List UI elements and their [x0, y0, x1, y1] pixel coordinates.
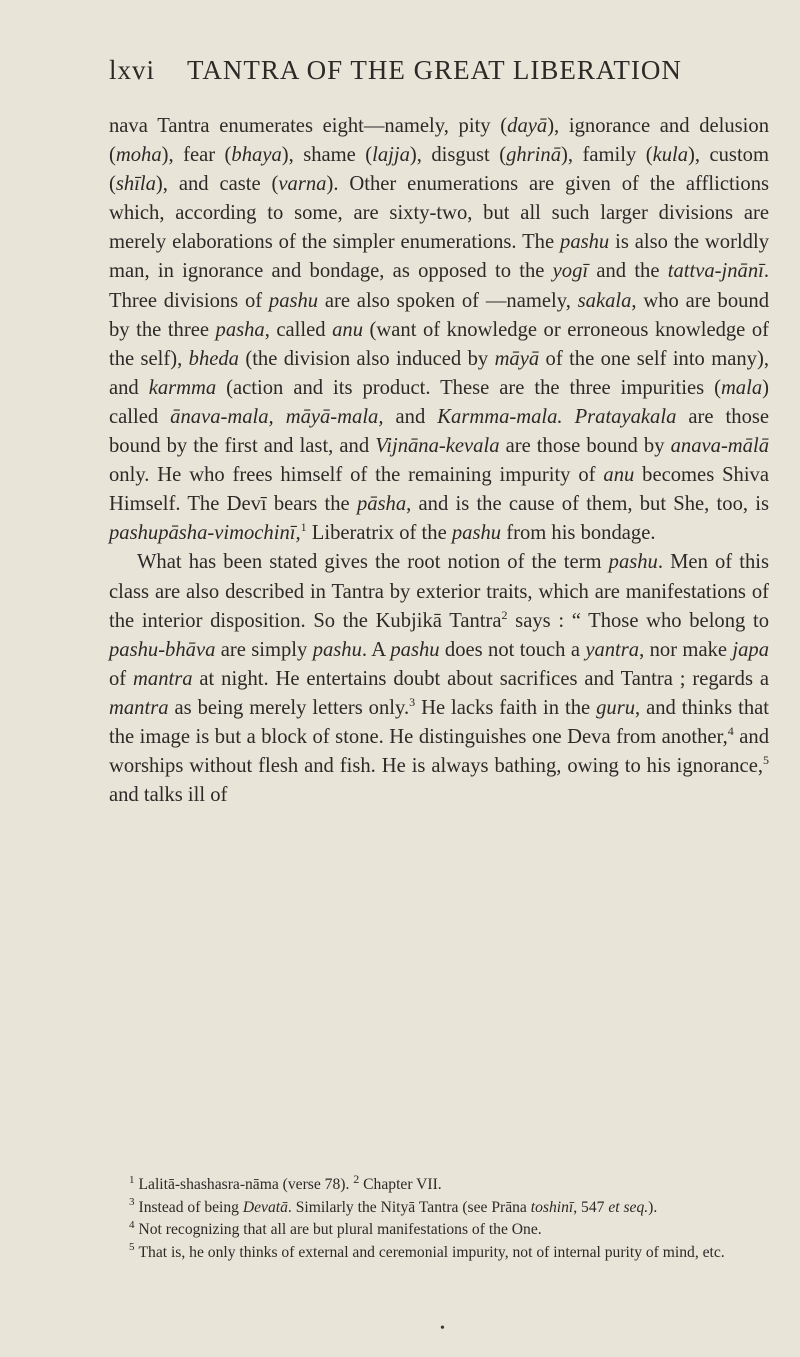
text-run: . Similarly the Nityā Tantra (see Prāna [287, 1198, 531, 1216]
italic-term: japa [732, 638, 770, 661]
text-run: ), custom ( [109, 144, 769, 196]
italic-term: lajja [372, 144, 410, 167]
footnote-number: 1 [129, 1173, 135, 1186]
footnote-marker: 1 [300, 520, 307, 535]
italic-term: kula [652, 144, 689, 167]
italic-term: yantra [585, 638, 640, 661]
text-run: becomes Shiva Himself. The Devī bears the [109, 464, 769, 516]
text-run: are those bound by the first and last, and [109, 405, 770, 458]
text-run: (want of knowledge or erroneous knowledge of the self), [109, 318, 770, 370]
italic-term: pashu [390, 638, 440, 661]
text-run: ), disgust ( [409, 144, 507, 167]
italic-term: dayā [507, 115, 548, 137]
text-run: and the [588, 260, 668, 283]
text-run: ). [648, 1198, 658, 1216]
footnote [109, 1219, 769, 1242]
text-run: only. He who frees himself of the remaining impurity of [109, 464, 604, 487]
text-run: ), shame ( [281, 144, 373, 167]
italic-term: bhaya [231, 144, 282, 167]
italic-term: pāsha [356, 493, 407, 516]
text-run: . A [361, 638, 391, 661]
page-number: lxvi [109, 55, 156, 85]
italic-term: pashu-bhāva [109, 638, 216, 661]
footnote-marker: 2 [353, 1171, 360, 1186]
italic-term: pashu [560, 231, 610, 254]
text-run: , and is the cause of them, but She, too, is [406, 493, 769, 516]
footnote-marker: 2 [501, 607, 508, 622]
text-run: . Three divisions of [109, 260, 769, 312]
italic-term: anu [332, 318, 363, 341]
footnote [109, 1242, 769, 1265]
text-run: , called [264, 318, 333, 341]
footnote-marker: 5 [763, 753, 769, 768]
italic-term: bheda [188, 347, 239, 370]
text-run: from his bondage. [501, 522, 656, 545]
text-run: ). Other enumerations are given of the afflictions which, according to some, are sixty-two, but all such larger divisions are merely elaborations of the simpler enumerations. The [109, 173, 770, 254]
italic-term: pashu [312, 638, 362, 661]
italic-term: yogī [552, 260, 589, 283]
text-run: Not recognizing that all are but plural manifestations of the One. [138, 1221, 542, 1238]
text-run: ) called [109, 376, 769, 428]
italic-term: anu [603, 464, 635, 487]
italic-term: pashupāsha-vimochinī, [109, 522, 301, 545]
italic-term: mantra [133, 667, 193, 690]
italic-term: et seq. [608, 1198, 649, 1216]
running-head [109, 55, 749, 86]
text-run: at night. He entertains doubt about sacrifices and Tantra ; regards a [192, 667, 769, 690]
text-run: Liberatrix of the [306, 522, 452, 545]
footnote-number: 4 [129, 1218, 135, 1231]
text-run: ), family ( [561, 144, 653, 167]
text-run: Chapter VII. [359, 1176, 442, 1193]
text-run: He lacks faith in the [415, 696, 597, 719]
footnote-number: 5 [129, 1241, 135, 1254]
italic-term: pashu [268, 289, 319, 312]
text-run: as being merely letters only. [168, 696, 410, 719]
italic-term: mala [720, 376, 763, 399]
italic-term: Devatā [242, 1198, 288, 1216]
text-run: and talks ill of [109, 784, 228, 807]
italic-term: pasha [215, 318, 265, 341]
text-run: . Men of this class are also described in Tantra by exterior traits, which are manifestations of the interior disposition. So the Kubjikā Tantra [109, 551, 769, 632]
paragraph [109, 112, 769, 548]
text-run: are also spoken of —namely, [318, 289, 578, 312]
italic-term: ghrinā [506, 144, 562, 167]
text-run: , and thinks that the image is but a block of stone. He distinguishes one Deva from another, [109, 696, 769, 748]
printer-ornament: • [440, 1321, 445, 1336]
text-run: of the one self into many), and [109, 347, 769, 399]
italic-term: shīla [115, 173, 156, 196]
italic-term: varna [278, 173, 327, 196]
footnote-number: 3 [129, 1196, 135, 1209]
italic-term: pashu [451, 522, 502, 545]
text-run: does not touch a [439, 638, 586, 661]
italic-term: Vijnāna-kevala [375, 435, 500, 458]
footnote [109, 1197, 769, 1220]
text-run: and worships without flesh and fish. He is always bathing, owing to his ignorance, [109, 725, 769, 778]
text-run: nava Tantra enumerates eight—namely, pity ( [109, 115, 508, 137]
text-run: ), ignorance and delusion ( [109, 115, 769, 167]
italic-term: māyā [494, 347, 540, 370]
italic-term: sakala [577, 289, 632, 312]
italic-term: pashu [608, 551, 658, 574]
text-run: are those bound by [499, 435, 671, 458]
text-run: That is, he only thinks of external and ceremonial impurity, not of internal purity of mind, etc. [138, 1243, 725, 1261]
footnote-marker: 4 [727, 724, 734, 739]
text-run: ), fear ( [161, 144, 232, 167]
footnotes [109, 1171, 769, 1264]
italic-term: mantra [109, 696, 169, 719]
footnote [109, 1171, 769, 1197]
italic-term: tattva-jnānī [667, 260, 764, 283]
text-run: (action and its product. These are the three impurities ( [216, 376, 721, 399]
text-run: , 547 [573, 1198, 609, 1216]
text-run: is also the worldly man, in ignorance and bondage, as opposed to the [109, 231, 769, 283]
body-text [109, 112, 769, 810]
text-run: , who are bound by the three [109, 289, 770, 341]
text-run: Lalitā-shashasra-nāma (verse 78). [138, 1176, 354, 1193]
text-run: Instead of being [138, 1198, 243, 1216]
footnote-marker: 3 [409, 695, 416, 710]
italic-term: Karmma-mala. Pratayakala [437, 405, 677, 428]
text-run: What has been stated gives the root notion of the term [137, 551, 609, 574]
italic-term: moha [115, 144, 162, 167]
text-run: are simply [215, 638, 313, 661]
italic-term: guru [596, 696, 635, 719]
italic-term: toshinī [530, 1198, 574, 1216]
text-run: , nor make [639, 638, 733, 661]
running-title: TANTRA OF THE GREAT LIBERATION [187, 55, 682, 85]
italic-term: ānava-mala, māyā-mala, [170, 405, 384, 428]
text-run: and [383, 405, 438, 428]
italic-term: anava-mālā [670, 435, 769, 458]
text-run: ), and caste ( [155, 173, 279, 196]
text-run: says : “ Those who belong to [507, 609, 769, 632]
text-run: of [109, 667, 134, 690]
italic-term: karmma [148, 376, 217, 399]
paragraph [109, 548, 769, 810]
text-run: (the division also induced by [238, 347, 495, 370]
